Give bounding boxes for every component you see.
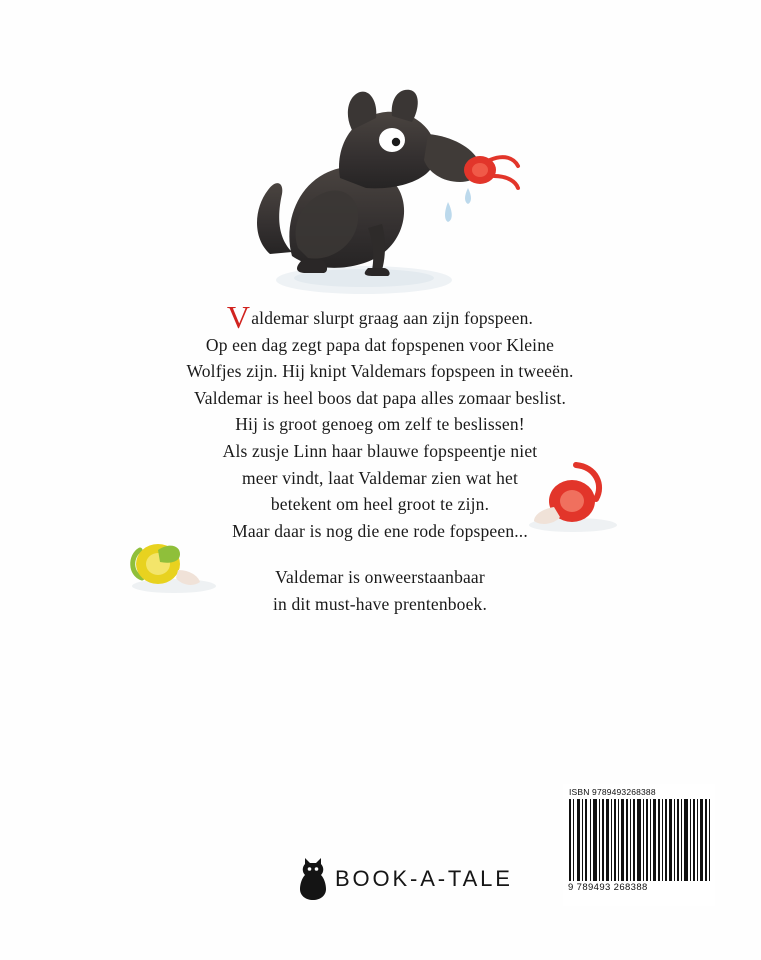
- blurb-line-1: [150, 299, 610, 335]
- barcode-isbn-label: ISBN 9789493268388: [569, 787, 656, 797]
- barcode: [563, 784, 715, 906]
- barcode-bars: [569, 799, 709, 881]
- blurb-line-3: Wolfjes zijn. Hij knipt Valdemars fopspeen in tweeën.: [186, 361, 574, 382]
- blurb-line-7: meer vindt, laat Valdemar zien wat het: [241, 467, 518, 488]
- blurb-line-4: Valdemar is heel boos dat papa alles zomaar beslist.: [193, 387, 567, 408]
- wolf-illustration: [232, 78, 532, 308]
- publisher-name: BOOK-A-TALE: [335, 866, 513, 891]
- blurb-line-9: Maar daar is nog die ene rode fopspeen...: [232, 520, 528, 541]
- blurb-dropcap: V: [226, 299, 251, 335]
- blurb-line-2: Op een dag zegt papa dat fopspenen voor Kleine: [205, 334, 555, 355]
- barcode-digits: 9 789493 268388: [568, 882, 648, 893]
- blurb-line-8: betekent om heel groot te zijn.: [270, 494, 490, 515]
- blurb-line-6: Als zusje Linn haar blauwe fopspeentje niet: [222, 440, 538, 461]
- red-pacifier-illustration: [518, 455, 628, 540]
- publisher-logo: [300, 858, 513, 900]
- yellow-pacifier-illustration: [122, 520, 232, 600]
- tagline-line-2: in dit must-have prentenboek.: [272, 593, 488, 614]
- tagline-line-1: Valdemar is onweerstaanbaar: [275, 567, 485, 588]
- blurb-line-1-rest: aldemar slurpt graag aan zijn fopspeen.: [251, 308, 534, 328]
- blurb-line-5: Hij is groot genoeg om zelf te beslissen!: [235, 414, 525, 435]
- cat-logo-icon: [300, 858, 326, 900]
